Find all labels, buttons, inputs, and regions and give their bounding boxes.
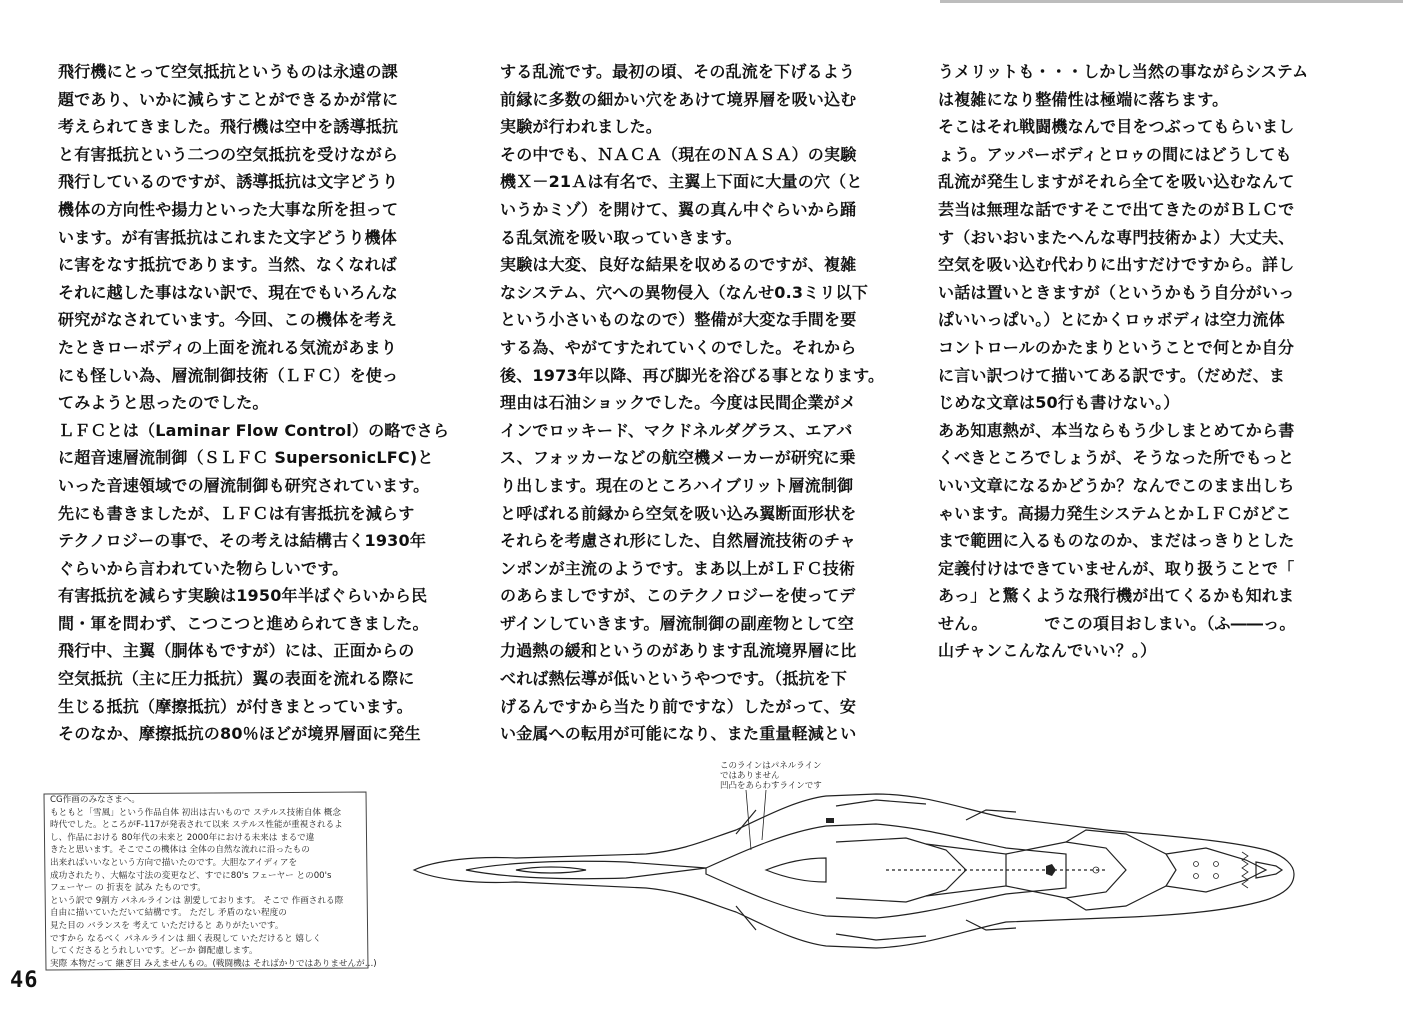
- text-line: という小さいものなので）整備が大変な手間を要: [500, 310, 857, 330]
- text-line: 力過熱の緩和というのがあります乱流境界層に比: [500, 641, 857, 661]
- text-line: 飛行中、主翼（胴体もですが）には、正面からの: [58, 641, 415, 661]
- text-line: その中でも、ＮＡＣＡ（現在のＮＡＳＡ）の実験: [500, 144, 857, 164]
- text-column-2: [500, 58, 884, 748]
- aircraft-drawing: [406, 770, 1306, 970]
- note-line: ですから なるべく パネルラインは 細く表現して いただけると 嬉しく: [50, 933, 322, 944]
- text-line: 実験が行われました。: [500, 117, 663, 137]
- text-line: 芸当は無理な話ですそこで出てきたのがＢＬＣで: [938, 199, 1295, 219]
- text-line: います。が有害抵抗はこれまた文字どうり機体: [58, 227, 397, 247]
- text-column-1: [58, 58, 449, 748]
- text-line: 題であり、いかに減らすことができるかが常に: [58, 89, 399, 109]
- text-line: じめな文章は50行も書けない。）: [938, 393, 1180, 413]
- text-line: は複雑になり整備性は極端に落ちます。: [938, 89, 1229, 109]
- text-line: 理由は石油ショックでした。今度は民間企業がメ: [500, 393, 857, 413]
- text-line: ザインしていきます。層流制御の副産物として空: [500, 613, 855, 633]
- handwritten-note: [40, 790, 377, 972]
- text-line: 飛行機にとって空気抵抗というものは永遠の課: [58, 62, 398, 81]
- text-line: に超音速層流制御（ＳＬＦＣ SupersonicLFC)と: [58, 448, 434, 468]
- text-line: コントロールのかたまりということで何とか自分: [938, 337, 1295, 357]
- text-line: なシステム、穴への異物侵入（なんせ0.3ミリ以下: [500, 282, 869, 302]
- note-line: し、作品における 80年代の未来と 2000年における未来は まるで違: [50, 832, 315, 843]
- text-line: てみようと思ったのでした。: [58, 393, 269, 413]
- text-line: 定義付けはできていませんが、取り扱うことで「: [938, 558, 1295, 578]
- text-line: 機体の方向性や揚力といった大事な所を担って: [58, 199, 399, 219]
- text-line: くべきところでしょうが、そうなった所でもっと: [938, 448, 1295, 468]
- text-line: 実験は大変、良好な結果を収めるのですが、複雑: [500, 255, 857, 275]
- text-line: たときローボディの上面を流れる気流があまり: [58, 337, 397, 357]
- text-line: 前縁に多数の細かい穴をあけて境界層を吸い込む: [500, 89, 857, 109]
- text-line: 考えられてきました。飛行機は空中を誘導抵抗: [58, 117, 399, 137]
- text-line: り出します。現在のところハイブリット層流制御: [500, 475, 854, 495]
- text-line: 飛行しているのですが、誘導抵抗は文字どうり: [58, 172, 399, 192]
- text-line: いった音速領域での層流制御も研究されています。: [58, 475, 430, 495]
- text-line: のあらましですが、このテクノロジーを使ってデ: [500, 586, 856, 606]
- text-line: る乱気流を吸い取っていきます。: [500, 227, 742, 247]
- text-line: にも怪しい為、層流制御技術（ＬＦＣ）を使っ: [58, 365, 399, 385]
- note-line: もともと「雪風」という作品自体 初出は古いもので ステルス技術自体 概念: [50, 807, 341, 818]
- callout-line: 凹凸をあらわすラインです: [720, 781, 822, 791]
- text-line: ス、フォッカーなどの航空機メーカーが研究に乗: [500, 448, 856, 468]
- text-line: それらを考慮され形にした、自然層流技術のチャ: [500, 531, 856, 551]
- note-line: という訳で 9割方 パネルラインは 割愛しております。 そこで 作画される際: [50, 895, 344, 906]
- text-line: ょう。アッパーボディとロゥの間にはどうしても: [938, 144, 1292, 164]
- text-line: ＬＦＣとは（Laminar Flow Control）の略でさら: [58, 420, 450, 440]
- text-line: それに越した事はない訳で、現在でもいろんな: [58, 282, 398, 302]
- note-line: 自由に描いていただいて結構です。 ただし 矛盾のない程度の: [50, 908, 287, 919]
- text-line: 山チャンこんなんでいい？。）: [938, 641, 1157, 661]
- text-line: げるんですから当たり前ですな）したがって、安: [500, 696, 857, 716]
- text-line: ぐらいから言われていた物らしいです。: [58, 558, 349, 578]
- note-line: 時代でした。ところがF-117が発表されて以来 ステルス性能が重視されるよ: [50, 820, 343, 831]
- note-line: してくださるとうれしいです。どーか 御配慮します。: [50, 946, 258, 957]
- text-line: と呼ばれる前縁から空気を吸い込み翼断面形状を: [500, 503, 857, 523]
- text-line: と有害抵抗という二つの空気抵抗を受けながら: [58, 144, 399, 164]
- text-line: 後、1973年以降、再び脚光を浴びる事となります。: [500, 365, 885, 385]
- text-line: あっ」と驚くような飛行機が出てくるかも知れま: [938, 586, 1295, 606]
- text-line: い話は置いときますが（というかもう自分がいっ: [938, 282, 1295, 302]
- note-line: 見た目の バランスを 考えて いただけると ありがたいです。: [50, 920, 284, 931]
- text-line: に害をなす抵抗であります。当然、なくなれば: [58, 255, 397, 275]
- text-line: うメリットも・・・しかし当然の事ながらシステム: [938, 62, 1309, 81]
- note-line: 成功されたり、大幅な寸法の変更など、すでに80's フェーヤー との00's: [50, 870, 332, 881]
- text-line: せん。 でこの項目おしまい。（ふ――っ。: [938, 613, 1296, 633]
- text-line: する乱流です。最初の頃、その乱流を下げるよう: [500, 62, 856, 81]
- text-line: 空気抵抗（主に圧力抵抗）翼の表面を流れる際に: [58, 669, 415, 689]
- text-line: ンポンが主流のようです。まあ以上がＬＦＣ技術: [500, 558, 856, 578]
- text-line: そこはそれ戦闘機なんで目をつぶってもらいまし: [938, 117, 1295, 137]
- text-line: に言い訳つけて描いてある訳です。（だめだ、ま: [938, 365, 1286, 385]
- text-line: 機Ｘ－21Ａは有名で、主翼上下面に大量の穴（と: [500, 172, 863, 192]
- text-line: ぱいいっぱい。）とにかくロゥボディは空力流体: [938, 310, 1285, 330]
- text-line: する為、やがてすたれていくのでした。それから: [500, 337, 857, 357]
- text-line: べれば熱伝導が低いというやつです。（抵抗を下: [500, 669, 848, 689]
- top-edge-line: [940, 0, 1403, 3]
- callout-line: このラインはパネルライン: [720, 761, 822, 771]
- text-line: 生じる抵抗（摩擦抵抗）が付きまとっています。: [58, 696, 413, 716]
- text-line: 先にも書きましたが、ＬＦＣは有害抵抗を減らす: [58, 503, 415, 523]
- text-line: 研究がなされています。今回、この機体を考え: [58, 310, 397, 330]
- text-line: インでロッキード、マクドネルダグラス、エアバ: [500, 420, 853, 440]
- text-line: テクノロジーの事で、その考えは結構古く1930年: [58, 531, 427, 551]
- text-line: いい文章になるかどうか？なんでこのまま出しち: [938, 475, 1295, 495]
- text-line: 空気を吸い込む代わりに出すだけですから。詳し: [938, 255, 1295, 275]
- text-line: 有害抵抗を減らす実験は1950年半ばぐらいから民: [58, 586, 428, 606]
- text-line: 間・軍を問わず、こつこつと進められてきました。: [58, 613, 429, 633]
- callout-line: ではありません: [720, 771, 780, 781]
- text-line: まで範囲に入るものなのか、まだはっきりとした: [938, 531, 1295, 551]
- note-line: 出来ればいいなという方向で描いたのです。大胆なアイディアを: [50, 857, 298, 868]
- text-column-3: [938, 58, 1308, 665]
- note-line: 実際 本物だって 継ぎ目 みえませんもの。(戦闘機は そればかりではありませんが…): [50, 958, 377, 969]
- note-line: CG作画のみなさまへ。: [50, 795, 141, 805]
- page-number: 46: [10, 968, 39, 993]
- text-line: そのなか、摩擦抵抗の80％ほどが境界層面に発生: [58, 724, 421, 744]
- text-line: い金属への転用が可能になり、また重量軽減とい: [500, 724, 857, 744]
- text-line: 乱流が発生しますがそれら全てを吸い込むなんて: [938, 172, 1295, 192]
- text-line: ああ知恵熱が、本当ならもう少しまとめてから書: [938, 420, 1295, 440]
- text-line: す（おいおいまたへんな専門技術かよ）大丈夫、: [938, 227, 1295, 247]
- note-text: [50, 794, 377, 970]
- text-line: ゃいます。高揚力発生システムとかＬＦＣがどこ: [938, 503, 1292, 523]
- note-line: フェーヤー の 折衷を 試み たものです。: [50, 883, 206, 894]
- text-line: いうかミゾ）を開けて、翼の真ん中ぐらいから踊: [500, 199, 857, 219]
- note-line: きたと思います。そこでこの機体は 全体の自然な流れに沿ったもの: [50, 845, 310, 856]
